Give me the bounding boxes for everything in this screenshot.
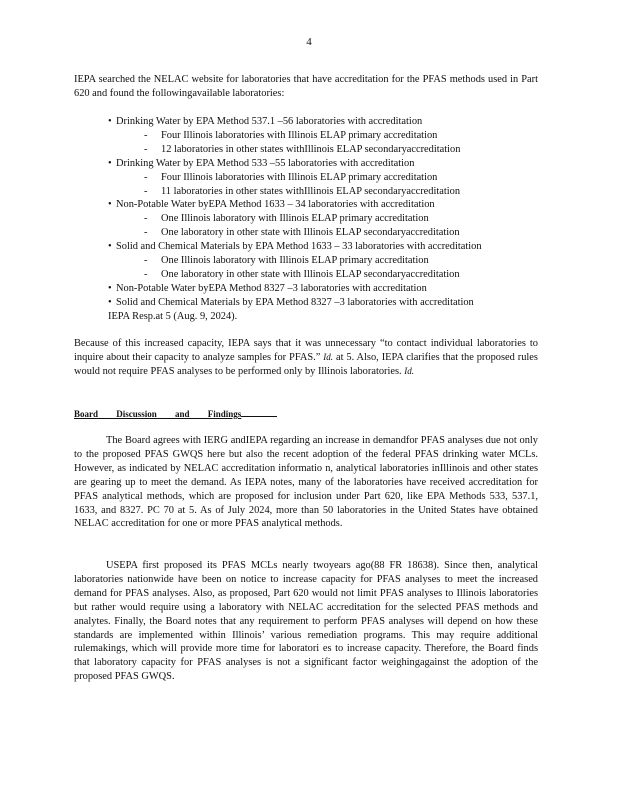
bullet-icon: • xyxy=(108,157,112,169)
laboratory-list xyxy=(108,115,538,324)
list-citation: IEPA Resp.at 5 (Aug. 9, 2024). xyxy=(108,310,238,322)
dash-icon: - xyxy=(144,255,148,267)
bullet-icon: • xyxy=(108,241,112,253)
bullet-icon: • xyxy=(108,282,112,294)
sub-list-item: - One laboratory in other state with Illinois ELAP secondaryaccreditation xyxy=(144,268,460,280)
bullet-icon: • xyxy=(108,199,112,211)
capacity-paragraph: Because of this increased capacity, IEPA says that it was unnecessary “to contact individual laboratories to inquire about their capacity to analyze samples for PFAS.” Id. at 5. Also, IEPA clarifies that the proposed rules would not require PFAS analyses to be performed only by Illinois laboratories. Id. xyxy=(74,338,538,377)
dash-icon: - xyxy=(144,227,148,239)
dash-icon: - xyxy=(144,268,148,280)
sub-list-item: - One laboratory in other state with Illinois ELAP secondaryaccreditation xyxy=(144,227,460,239)
sub-list-item: - One Illinois laboratory with Illinois ELAP primary accreditation xyxy=(144,255,429,267)
dash-icon: - xyxy=(144,213,148,225)
sub-list-item: - Four Illinois laboratories with Illinois ELAP primary accreditation xyxy=(144,171,438,183)
list-item: • Solid and Chemical Materials by EPA Method 1633 – 33 laboratories with accreditation xyxy=(108,241,482,253)
dash-icon: - xyxy=(144,143,148,155)
list-item: • Solid and Chemical Materials by EPA Method 8327 –3 laboratories with accreditation xyxy=(108,296,474,308)
dash-icon: - xyxy=(144,129,148,141)
list-item: • Drinking Water by EPA Method 537.1 –56 laboratories with accreditation xyxy=(108,116,423,127)
page-number: 4 xyxy=(306,36,312,48)
citation: Id. xyxy=(323,351,334,362)
usepa-paragraph: USEPA first proposed its PFAS MCLs nearly twoyears ago(88 FR 18638). Since then, analytical laboratories nationwide have been on notice to increase capacity for PFAS analyses to meet the increased demand for PFAS analyses. Also, as proposed, Part 620 would not limit PFAS analyses to Illinois laboratories but rather would require using a laboratory with NELAC accreditation for the selected PFAS methods and analytes. Finally, the Board notes that any requirement to perform PFAS analyses will depend on how these standards are implemented within Illinois’ various remediation programs. This may require additional rulemakings, which will provide more time for laboratori es to increase capacity. Therefore, the Board finds that laboratory capacity for PFAS analyses is not a significant factor weighingagainst the adoption of the proposed PFAS GWQS. xyxy=(74,560,538,683)
sub-list-item: - 11 laboratories in other states withIllinois ELAP secondaryaccreditation xyxy=(144,185,461,197)
sub-list-item: - 12 laboratories in other states withIllinois ELAP secondaryaccreditation xyxy=(144,143,461,155)
list-item: • Non-Potable Water byEPA Method 1633 – 34 laboratories with accreditation xyxy=(108,199,435,211)
sub-list-item: - Four Illinois laboratories with Illinois ELAP primary accreditation xyxy=(144,129,438,141)
section-heading: Board Discussion and Findings xyxy=(74,409,277,419)
board-findings-paragraph: The Board agrees with IERG andIEPA regarding an increase in demandfor PFAS analyses due not only to the proposed PFAS GWQS here but also the recent adoption of the federal PFAS drinking water MCLs. However, as indicated by NELAC accreditation informatio n, analytical laboratories inIllinois and other states are gearing up to meet the demand. As IEPA notes, many of the laboratories have received accreditation for PFAS analytical methods, which are proposed for inclusion under Part 620, like EPA Methods 533, 537.1, 1633, and 8327. PC 70 at 5. As of July 2024, more than 50 laboratories in the United States have obtained NELAC accreditation for one or more PFAS analytical methods. xyxy=(74,435,538,530)
list-item: • Non-Potable Water byEPA Method 8327 –3 laboratories with accreditation xyxy=(108,282,427,294)
sub-list-item: - One Illinois laboratory with Illinois ELAP primary accreditation xyxy=(144,213,429,225)
dash-icon: - xyxy=(144,171,148,183)
citation: Id. xyxy=(404,365,414,376)
list-item: • Drinking Water by EPA Method 533 –55 laboratories with accreditation xyxy=(108,157,415,169)
dash-icon: - xyxy=(144,185,148,197)
bullet-icon: • xyxy=(108,116,112,127)
intro-paragraph: IEPA searched the NELAC website for laboratories that have accreditation for the PFAS methods used in Part 620 and found the followingavailable laboratories: xyxy=(74,74,538,99)
bullet-icon: • xyxy=(108,296,112,308)
